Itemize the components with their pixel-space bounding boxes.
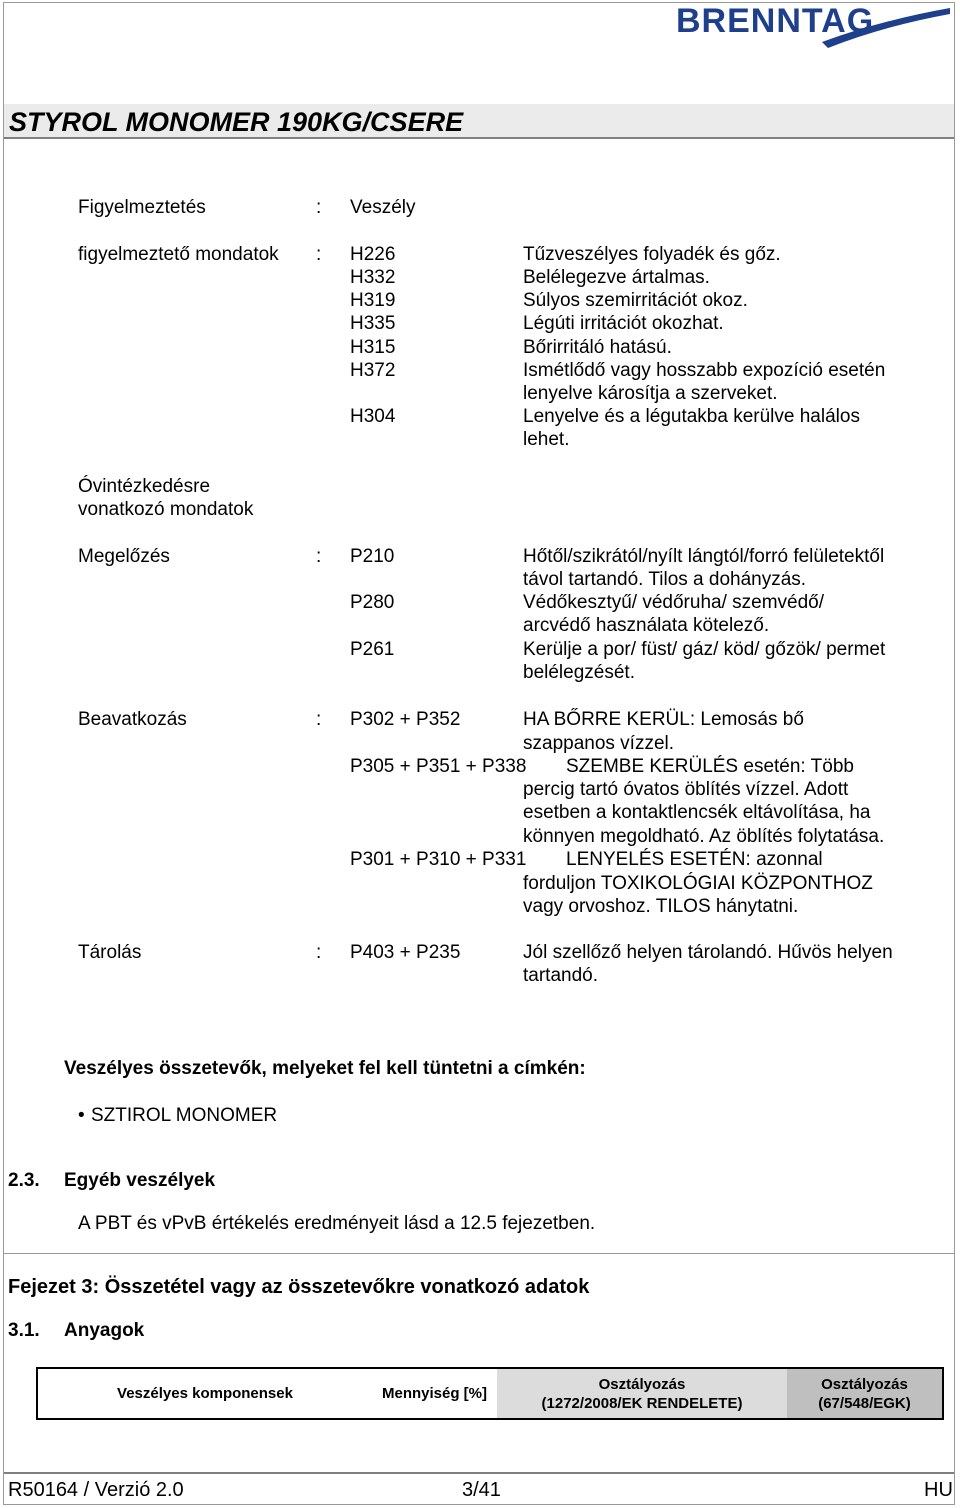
logo-text: BRENNTAG bbox=[676, 2, 875, 40]
prevention-text: arcvédő használata kötelező. bbox=[523, 615, 770, 636]
column-header-text: Veszélyes komponensek bbox=[117, 1385, 293, 1402]
bullet-icon: • bbox=[78, 1105, 85, 1126]
section-divider bbox=[4, 1253, 954, 1254]
hazard-text: Lenyelve és a légutakba kerülve halálos bbox=[523, 406, 860, 427]
column-header bbox=[38, 1369, 372, 1418]
prevention-text: Védőkesztyű/ védőruha/ szemvédő/ bbox=[523, 592, 825, 613]
hazard-label: figyelmeztető mondatok bbox=[78, 244, 279, 265]
hazard-text: lenyelve károsítja a szerveket. bbox=[523, 383, 778, 404]
product-title: STYROL MONOMER 190KG/CSERE bbox=[9, 107, 464, 137]
precaution-heading: vonatkozó mondatok bbox=[78, 499, 254, 520]
storage-code: P403 + P235 bbox=[350, 942, 461, 963]
response-text: SZEMBE KERÜLÉS esetén: Több bbox=[566, 756, 854, 777]
footer-doc-id: R50164 / Verzió 2.0 bbox=[8, 1479, 184, 1501]
subsection-number: 3.1. bbox=[8, 1320, 40, 1341]
column-header bbox=[497, 1369, 787, 1418]
hazard-code: H304 bbox=[350, 406, 396, 427]
subsection-title: Anyagok bbox=[64, 1320, 145, 1341]
storage-sep: : bbox=[316, 942, 322, 963]
hazard-code: H315 bbox=[350, 337, 396, 358]
footer-page-number: 3/41 bbox=[462, 1479, 501, 1501]
prevention-label: Megelőzés bbox=[78, 546, 170, 567]
column-header bbox=[787, 1369, 942, 1418]
title-bar bbox=[4, 104, 954, 139]
prevention-text: Kerülje a por/ füst/ gáz/ köd/ gőzök/ permet bbox=[523, 639, 886, 660]
response-text: könnyen megoldható. Az öblítés folytatása. bbox=[523, 826, 885, 847]
footer-language: HU bbox=[924, 1479, 953, 1501]
hazard-text: lehet. bbox=[523, 429, 570, 450]
logo-swoosh-icon bbox=[672, 2, 952, 62]
storage-text: Jól szellőző helyen tárolandó. Hűvös helyen bbox=[523, 942, 893, 963]
storage-text: tartandó. bbox=[523, 965, 598, 986]
column-header-text: Mennyiség [%] bbox=[381, 1385, 487, 1402]
section-title: Egyéb veszélyek bbox=[64, 1170, 216, 1191]
response-text: szappanos vízzel. bbox=[523, 733, 675, 754]
column-header-text: Osztályozás bbox=[821, 1375, 908, 1393]
response-text: vagy orvoshoz. TILOS hánytatni. bbox=[523, 896, 799, 917]
hazard-code: H335 bbox=[350, 313, 396, 334]
label-components-heading: Veszélyes összetevők, melyeket fel kell tüntetni a címkén: bbox=[64, 1058, 586, 1079]
column-header bbox=[372, 1369, 497, 1418]
hazard-text: Tűzveszélyes folyadék és gőz. bbox=[523, 244, 781, 265]
component-item: SZTIROL MONOMER bbox=[91, 1105, 278, 1126]
signal-sep: : bbox=[316, 197, 322, 218]
response-text: esetben a kontaktlencsék eltávolítása, ha bbox=[523, 802, 871, 823]
column-header-text: Osztályozás bbox=[598, 1375, 686, 1393]
column-header-text: (67/548/EGK) bbox=[818, 1394, 911, 1412]
prevention-text: távol tartandó. Tilos a dohányzás. bbox=[523, 569, 807, 590]
footer-divider bbox=[4, 1472, 954, 1474]
prevention-code: P210 bbox=[350, 546, 395, 567]
chapter-title: Fejezet 3: Összetétel vagy az összetevőkre vonatkozó adatok bbox=[8, 1276, 590, 1298]
section-text: A PBT és vPvB értékelés eredményeit lásd a 12.5 fejezetben. bbox=[78, 1213, 596, 1234]
precaution-heading: Óvintézkedésre bbox=[78, 476, 211, 497]
hazard-text: Belélegezve ártalmas. bbox=[523, 267, 710, 288]
hazard-text: Bőrirritáló hatású. bbox=[523, 337, 672, 358]
response-text: forduljon TOXIKOLÓGIAI KÖZPONTHOZ bbox=[523, 873, 873, 894]
response-text: HA BŐRRE KERÜL: Lemosás bő bbox=[523, 709, 804, 730]
hazard-sep: : bbox=[316, 244, 322, 265]
hazard-text: Légúti irritációt okozhat. bbox=[523, 313, 724, 334]
brenntag-logo bbox=[672, 2, 952, 62]
hazard-text: Súlyos szemirritációt okoz. bbox=[523, 290, 748, 311]
prevention-code: P261 bbox=[350, 639, 395, 660]
components-table-header bbox=[36, 1367, 944, 1420]
response-sep: : bbox=[316, 709, 322, 730]
prevention-sep: : bbox=[316, 546, 322, 567]
hazard-code: H226 bbox=[350, 244, 396, 265]
response-code: P302 + P352 bbox=[350, 709, 461, 730]
hazard-code: H372 bbox=[350, 360, 396, 381]
column-header-text: (1272/2008/EK RENDELETE) bbox=[541, 1394, 743, 1412]
response-code: P301 + P310 + P331 bbox=[350, 849, 527, 870]
response-code: P305 + P351 + P338 bbox=[350, 756, 527, 777]
response-label: Beavatkozás bbox=[78, 709, 187, 730]
prevention-code: P280 bbox=[350, 592, 395, 613]
response-text: LENYELÉS ESETÉN: azonnal bbox=[566, 849, 823, 870]
prevention-text: Hőtől/szikrától/nyílt lángtól/forró felületektől bbox=[523, 546, 885, 567]
signal-label: Figyelmeztetés bbox=[78, 197, 206, 218]
response-text: percig tartó óvatos öblítés vízzel. Adott bbox=[523, 779, 849, 800]
signal-value: Veszély bbox=[350, 197, 416, 218]
hazard-code: H319 bbox=[350, 290, 396, 311]
hazard-text: Ismétlődő vagy hosszabb expozíció esetén bbox=[523, 360, 886, 381]
prevention-text: belélegzését. bbox=[523, 662, 635, 683]
storage-label: Tárolás bbox=[78, 942, 142, 963]
section-number: 2.3. bbox=[8, 1170, 40, 1191]
hazard-code: H332 bbox=[350, 267, 396, 288]
